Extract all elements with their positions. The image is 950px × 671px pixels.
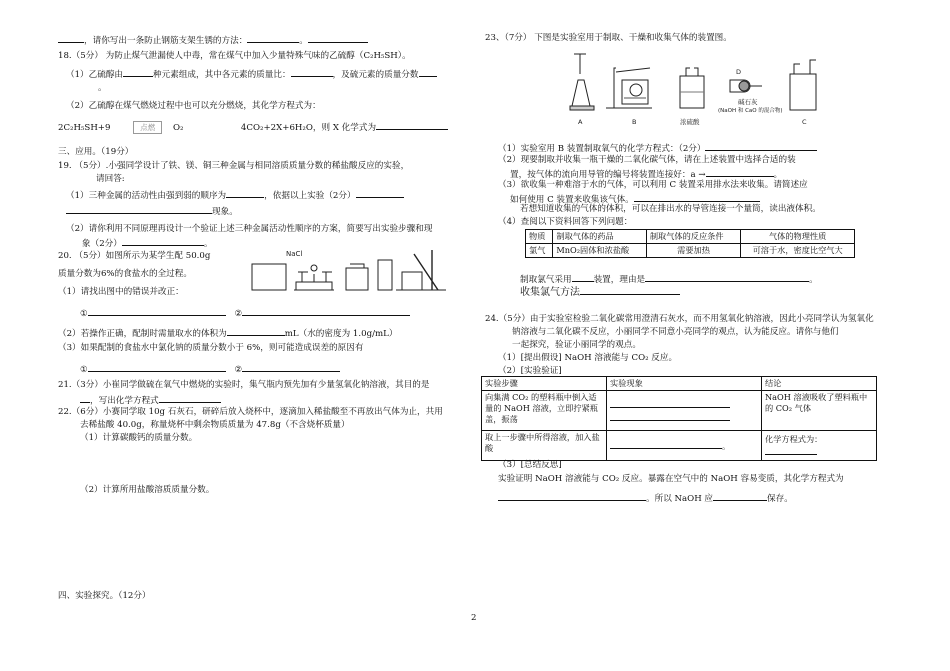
q24-line8: 。所以 NaOH 应 保存。: [498, 491, 793, 505]
q23-s4: （4）查阅以下资料回答下列问题：: [498, 217, 633, 227]
nacl-label: NaCl: [286, 250, 303, 258]
blank[interactable]: [242, 306, 410, 316]
blank[interactable]: [227, 326, 285, 336]
label-b: B: [632, 118, 637, 126]
table-cell: 向集满 CO₂ 的塑料瓶中倒入适量的 NaOH 溶液，立即拧紧瓶盖，振荡: [482, 391, 607, 431]
q23-line1: 23、（7分） 下图是实验室用于制取、干燥和收集气体的装置图。: [485, 33, 732, 43]
q24-line7: 实验证明 NaOH 溶液能与 CO₂ 反应。暴露在空气中的 NaOH 容易变质，其化学方程式为: [498, 474, 844, 484]
blank[interactable]: [247, 33, 299, 43]
blank[interactable]: [291, 67, 333, 77]
q18-equation: 2C₂H₅SH+9 点燃 O₂ 4CO₂+2X+6H₂O，则 X 化学式为: [58, 120, 448, 134]
blank[interactable]: [159, 393, 221, 403]
q19-line2: 请回答:: [96, 174, 125, 184]
table-row: [526, 244, 855, 258]
q23-s3b: 如何使用 C 装置来收集该气体。: [510, 192, 760, 206]
q24-line3: 一起探究，验证小丽同学的观点。: [512, 340, 641, 350]
jar-icon: [346, 268, 368, 290]
blank[interactable]: [705, 141, 817, 151]
blank[interactable]: [242, 362, 340, 372]
blank[interactable]: [66, 204, 212, 214]
table-header: 实验步骤: [482, 377, 607, 391]
blank[interactable]: [80, 393, 90, 403]
apparatus-b-icon: [606, 68, 652, 108]
section-3-title: 三、应用。（19分）: [58, 147, 134, 157]
section-4-title: 四、实验探究。（12分）: [58, 591, 151, 601]
blank[interactable]: [572, 272, 594, 282]
q23-s5: 制取氯气采用 装置，理由是 。: [520, 272, 818, 286]
blank[interactable]: [226, 188, 264, 198]
blank[interactable]: [356, 188, 404, 198]
q23-s2a: （2）现要制取并收集一瓶干燥的二氧化碳气体，请在上述装置中选择合适的装: [498, 155, 796, 165]
q18-line4: （2）乙硫醇在煤气燃烧过程中也可以充分燃烧，其化学方程式为：: [66, 101, 321, 111]
blank[interactable]: [765, 445, 817, 455]
q22-line2: 去稀盐酸 40.0g，称量烧杯中剩余物质质量为 47.8g（不含烧杯质量）: [80, 420, 350, 430]
q18-line1: 18.（5分） 为防止煤气泄漏使人中毒，常在煤气中加入少量特殊气味的乙硫醇（C₂H₅SH）。: [58, 51, 411, 61]
blank[interactable]: [706, 167, 774, 177]
q21-line1: 21.（3分）小崔同学做硫在氧气中燃烧的实验时，集气瓶内预先加有少量氢氧化钠溶液，其目的是: [58, 380, 430, 390]
table-header: 制取气体的反应条件: [646, 230, 741, 244]
q21-line2: ，写出化学方程式: [80, 393, 221, 407]
beaker-icon-2: [396, 272, 446, 290]
blank[interactable]: [122, 236, 204, 246]
blank[interactable]: [580, 285, 680, 295]
table-cell: 需要加热: [646, 244, 741, 258]
table-cell: MnO₂固体和浓盐酸: [553, 244, 646, 258]
q23-s3c: 若想知道收集的气体的体积，可以在排出水的导管连接一个量筒，读出液体积。: [520, 204, 821, 214]
blank[interactable]: [88, 362, 226, 372]
q23-s2b: 置，按气体的流向用导管的编号将装置连接好：a → 。: [510, 167, 782, 181]
blank[interactable]: [376, 120, 448, 130]
table-cell: 取上一步骤中所得溶液，加入盐酸: [482, 431, 607, 461]
q19-line1: 19. （5分）.小强同学设计了铁、镁、铜三种金属与相同溶质质量分数的稀盐酸反应的实验，: [58, 161, 410, 171]
q20-line5: （2）若操作正确，配制时需量取水的体积为 mL（水的密度为 1.0g/mL）: [58, 326, 397, 340]
label-acid: 浓硫酸: [680, 118, 700, 126]
blank[interactable]: [419, 67, 437, 77]
q22-line3: （1）计算碳酸钙的质量分数。: [80, 433, 198, 443]
gas-bottle-c-icon: [790, 74, 816, 110]
q24-line5: （2）[实验验证]: [498, 366, 562, 376]
glass-rod-icon: [414, 250, 438, 290]
q22-line1: 22.（6分）小赛同学取 10g 石灰石，研碎后放入烧杯中，逐滴加入稀盐酸至不再放出气体为止，共用: [58, 407, 443, 417]
q23-s3a: （3）欲收集一种难溶于水的气体，可以利用 C 装置采用排水法来收集。请简述应: [498, 180, 808, 190]
blank[interactable]: [123, 67, 153, 77]
condition-box: 点燃: [133, 121, 162, 134]
table-cell: 化学方程式为：: [762, 431, 877, 461]
blank[interactable]: [634, 192, 760, 202]
blank[interactable]: [610, 439, 722, 449]
flask-a-icon: [572, 54, 590, 106]
q20-line3: （1）请找出图中的错误并改正：: [58, 287, 184, 297]
blank[interactable]: [610, 411, 730, 421]
gas-apparatus-diagram: [562, 50, 837, 132]
q24-line1: 24.（5分）由于实验室检验二氧化碳常用澄清石灰水，而不用氢氧化钠溶液，因此小亮同学认为氢氧化: [485, 314, 874, 324]
q20-line6: （3）如果配制的食盐水中氯化钠的质量分数小于 6%，则可能造成误差的原因有: [58, 343, 364, 353]
label-lime-note: (NaOH 和 CaO 的混合物): [718, 108, 783, 114]
cylinder-icon: [378, 260, 392, 290]
table-cell: 。: [607, 431, 762, 461]
q17-tail: ，请你写出一条防止钢筋支架生锈的方法： 。: [58, 33, 368, 47]
table-cell: 可溶于水，密度比空气大: [741, 244, 855, 258]
q19-line6: 象（2分） 。: [82, 236, 212, 250]
q22-line4: （2）计算所用盐酸溶质质量分数。: [80, 485, 215, 495]
beaker-icon: [252, 264, 286, 290]
label-c: C: [802, 118, 807, 126]
table-cell: [607, 391, 762, 431]
q18-line3: 。: [98, 83, 107, 93]
q20-corrections: ① ②: [80, 306, 410, 320]
experiment-table: [481, 376, 877, 461]
label-lime: 碱石灰: [738, 98, 758, 106]
salt-solution-illustration: [246, 244, 456, 296]
blank[interactable]: [498, 491, 646, 501]
q20-line1: 20. （5分）如图所示为某学生配 50.0g: [58, 251, 211, 261]
table-cell: NaOH 溶液吸收了塑料瓶中的 CO₂ 气体: [762, 391, 877, 431]
q20-line2: 质量分数为6%的食盐水的全过程。: [58, 269, 192, 279]
blank[interactable]: [88, 306, 226, 316]
label-d: D: [736, 68, 742, 76]
page-number: 2: [471, 613, 477, 623]
table-header: 结论: [762, 377, 877, 391]
q24-line6: （3）[总结反思]: [498, 460, 562, 470]
chlorine-data-table: [525, 229, 855, 258]
q19-line3: （1）三种金属的活动性由强到弱的顺序为 ，依据以上实验（2分）: [66, 188, 404, 202]
table-header: 物质: [526, 230, 553, 244]
table-header: 气体的物理性质: [741, 230, 855, 244]
table-header-row: [526, 230, 855, 244]
table-row: [482, 431, 877, 461]
q24-line2: 钠溶液与二氧化碳不反应，小丽同学不同意小亮同学的观点，认为能反应。请你与他们: [512, 327, 839, 337]
q19-line4: 现象。: [66, 204, 238, 218]
table-header: 制取气体的药品: [553, 230, 646, 244]
table-cell: 氯气: [526, 244, 553, 258]
table-row: [482, 391, 877, 431]
table-header: 实验现象: [607, 377, 762, 391]
q19-line5: （2）请你利用不同原理再设计一个验证上述三种金属活动性顺序的方案，简要写出实验步骤和现: [66, 224, 433, 234]
q20-line7: ① ②: [80, 362, 340, 376]
blank[interactable]: [308, 33, 368, 43]
label-a: A: [578, 118, 583, 126]
q18-line2: （1）乙硫醇由 种元素组成，其中各元素的质量比： ，及硫元素的质量分数: [66, 67, 437, 81]
q24-line4: （1）[提出假设] NaOH 溶液能与 CO₂ 反应。: [498, 353, 678, 363]
blank[interactable]: [645, 272, 809, 282]
blank[interactable]: [58, 33, 84, 43]
blank[interactable]: [713, 491, 767, 501]
q23-s1: （1）实验室用 B 装置制取氧气的化学方程式：（2分）: [498, 141, 817, 155]
q23-s6: 收集氯气方法: [520, 285, 680, 298]
table-header-row: [482, 377, 877, 391]
blank[interactable]: [610, 398, 730, 408]
